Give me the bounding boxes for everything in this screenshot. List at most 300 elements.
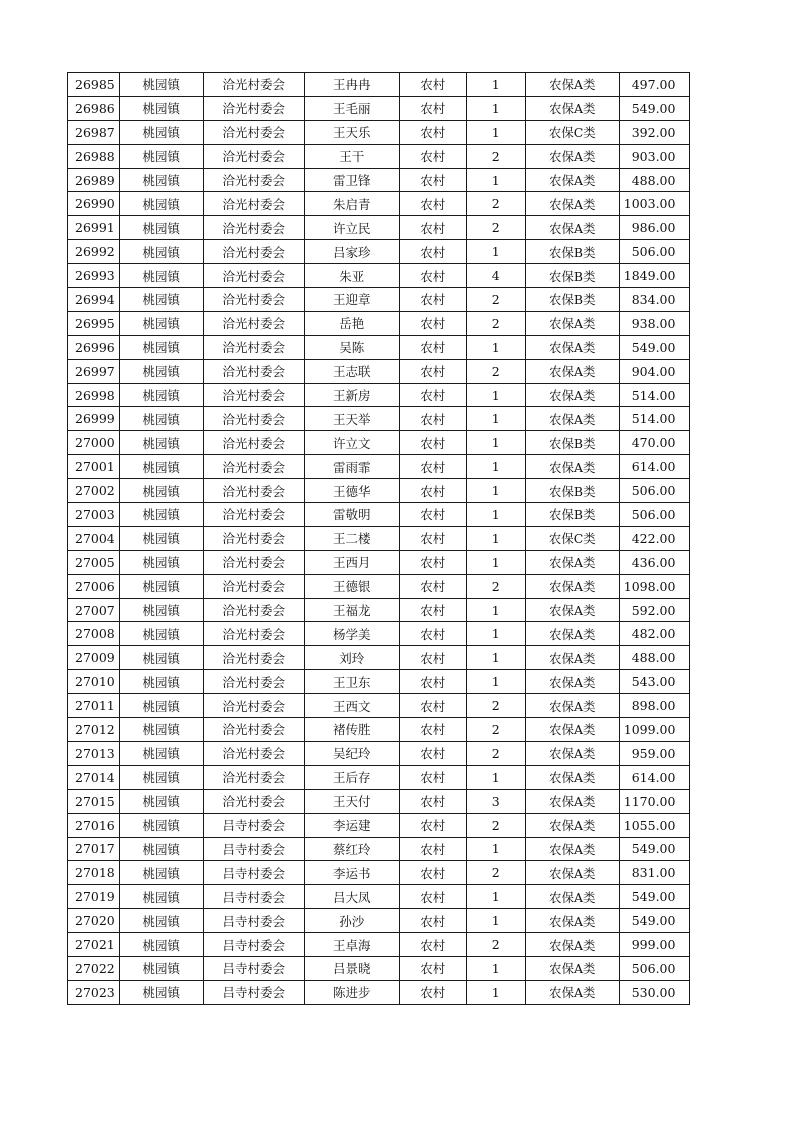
name-cell: 吕家珍 (304, 240, 399, 264)
amount-cell: 549.00 (619, 885, 690, 909)
member-count-cell: 2 (466, 359, 525, 383)
record-id-cell: 26996 (68, 335, 120, 359)
name-cell: 刘玲 (304, 646, 399, 670)
category-cell: 农保B类 (525, 479, 619, 503)
record-id-cell: 27014 (68, 765, 120, 789)
town-cell: 桃园镇 (119, 789, 203, 813)
table-row (68, 168, 690, 192)
member-count-cell: 2 (466, 311, 525, 335)
category-cell: 农保A类 (525, 622, 619, 646)
amount-cell: 898.00 (619, 694, 690, 718)
table-row (68, 383, 690, 407)
table-row (68, 574, 690, 598)
village-committee-cell: 洽光村委会 (203, 359, 304, 383)
table-row (68, 120, 690, 144)
town-cell: 桃园镇 (119, 980, 203, 1004)
amount-cell: 514.00 (619, 383, 690, 407)
amount-cell: 549.00 (619, 96, 690, 120)
table-row (68, 192, 690, 216)
name-cell: 王卫东 (304, 670, 399, 694)
household-type-cell: 农村 (399, 933, 466, 957)
name-cell: 吴陈 (304, 335, 399, 359)
town-cell: 桃园镇 (119, 956, 203, 980)
town-cell: 桃园镇 (119, 455, 203, 479)
table-row (68, 694, 690, 718)
category-cell: 农保A类 (525, 646, 619, 670)
name-cell: 褚传胜 (304, 718, 399, 742)
table-row (68, 813, 690, 837)
household-type-cell: 农村 (399, 598, 466, 622)
table-row (68, 718, 690, 742)
amount-cell: 1098.00 (619, 574, 690, 598)
name-cell: 王天付 (304, 789, 399, 813)
category-cell: 农保A类 (525, 837, 619, 861)
amount-cell: 506.00 (619, 240, 690, 264)
household-type-cell: 农村 (399, 789, 466, 813)
town-cell: 桃园镇 (119, 168, 203, 192)
town-cell: 桃园镇 (119, 861, 203, 885)
amount-cell: 938.00 (619, 311, 690, 335)
household-type-cell: 农村 (399, 574, 466, 598)
record-id-cell: 27003 (68, 503, 120, 527)
table-row (68, 216, 690, 240)
household-type-cell: 农村 (399, 240, 466, 264)
table-row (68, 980, 690, 1004)
record-id-cell: 26997 (68, 359, 120, 383)
household-type-cell: 农村 (399, 407, 466, 431)
name-cell: 许立文 (304, 431, 399, 455)
amount-cell: 959.00 (619, 741, 690, 765)
category-cell: 农保A类 (525, 741, 619, 765)
table-row (68, 837, 690, 861)
record-id-cell: 27022 (68, 956, 120, 980)
name-cell: 杨学美 (304, 622, 399, 646)
name-cell: 陈进步 (304, 980, 399, 1004)
table-row (68, 264, 690, 288)
table-row (68, 479, 690, 503)
member-count-cell: 2 (466, 144, 525, 168)
town-cell: 桃园镇 (119, 479, 203, 503)
member-count-cell: 1 (466, 646, 525, 670)
name-cell: 王毛丽 (304, 96, 399, 120)
member-count-cell: 1 (466, 909, 525, 933)
name-cell: 王后存 (304, 765, 399, 789)
household-type-cell: 农村 (399, 694, 466, 718)
village-committee-cell: 洽光村委会 (203, 96, 304, 120)
town-cell: 桃园镇 (119, 622, 203, 646)
amount-cell: 549.00 (619, 837, 690, 861)
town-cell: 桃园镇 (119, 431, 203, 455)
town-cell: 桃园镇 (119, 550, 203, 574)
record-id-cell: 27012 (68, 718, 120, 742)
member-count-cell: 1 (466, 765, 525, 789)
record-id-cell: 27006 (68, 574, 120, 598)
village-committee-cell: 洽光村委会 (203, 694, 304, 718)
category-cell: 农保A类 (525, 359, 619, 383)
village-committee-cell: 洽光村委会 (203, 598, 304, 622)
household-type-cell: 农村 (399, 431, 466, 455)
category-cell: 农保A类 (525, 216, 619, 240)
category-cell: 农保A类 (525, 789, 619, 813)
member-count-cell: 2 (466, 813, 525, 837)
table-row (68, 335, 690, 359)
name-cell: 王德华 (304, 479, 399, 503)
record-id-cell: 27017 (68, 837, 120, 861)
record-id-cell: 26995 (68, 311, 120, 335)
record-id-cell: 27016 (68, 813, 120, 837)
record-id-cell: 27013 (68, 741, 120, 765)
household-type-cell: 农村 (399, 479, 466, 503)
amount-cell: 482.00 (619, 622, 690, 646)
town-cell: 桃园镇 (119, 933, 203, 957)
household-type-cell: 农村 (399, 956, 466, 980)
village-committee-cell: 吕寺村委会 (203, 956, 304, 980)
household-type-cell: 农村 (399, 288, 466, 312)
town-cell: 桃园镇 (119, 383, 203, 407)
category-cell: 农保A类 (525, 407, 619, 431)
member-count-cell: 1 (466, 168, 525, 192)
village-committee-cell: 吕寺村委会 (203, 933, 304, 957)
table-row (68, 765, 690, 789)
record-id-cell: 26985 (68, 73, 120, 97)
town-cell: 桃园镇 (119, 885, 203, 909)
village-committee-cell: 洽光村委会 (203, 216, 304, 240)
amount-cell: 1003.00 (619, 192, 690, 216)
village-committee-cell: 吕寺村委会 (203, 980, 304, 1004)
household-type-cell: 农村 (399, 216, 466, 240)
town-cell: 桃园镇 (119, 240, 203, 264)
town-cell: 桃园镇 (119, 694, 203, 718)
household-type-cell: 农村 (399, 192, 466, 216)
amount-cell: 1055.00 (619, 813, 690, 837)
town-cell: 桃园镇 (119, 73, 203, 97)
name-cell: 孙沙 (304, 909, 399, 933)
member-count-cell: 1 (466, 980, 525, 1004)
member-count-cell: 1 (466, 120, 525, 144)
amount-cell: 1849.00 (619, 264, 690, 288)
household-type-cell: 农村 (399, 885, 466, 909)
amount-cell: 831.00 (619, 861, 690, 885)
household-type-cell: 农村 (399, 813, 466, 837)
household-type-cell: 农村 (399, 503, 466, 527)
category-cell: 农保A类 (525, 192, 619, 216)
table-row (68, 359, 690, 383)
household-type-cell: 农村 (399, 526, 466, 550)
record-id-cell: 26989 (68, 168, 120, 192)
town-cell: 桃园镇 (119, 765, 203, 789)
village-committee-cell: 洽光村委会 (203, 479, 304, 503)
amount-cell: 488.00 (619, 646, 690, 670)
table-row (68, 73, 690, 97)
village-committee-cell: 洽光村委会 (203, 431, 304, 455)
table-row (68, 741, 690, 765)
household-type-cell: 农村 (399, 718, 466, 742)
category-cell: 农保A类 (525, 455, 619, 479)
village-committee-cell: 洽光村委会 (203, 670, 304, 694)
table-row (68, 622, 690, 646)
record-id-cell: 26987 (68, 120, 120, 144)
category-cell: 农保A类 (525, 383, 619, 407)
record-id-cell: 27002 (68, 479, 120, 503)
category-cell: 农保A类 (525, 980, 619, 1004)
record-id-cell: 27007 (68, 598, 120, 622)
village-committee-cell: 洽光村委会 (203, 765, 304, 789)
record-id-cell: 27000 (68, 431, 120, 455)
town-cell: 桃园镇 (119, 813, 203, 837)
table-row (68, 646, 690, 670)
category-cell: 农保A类 (525, 861, 619, 885)
village-committee-cell: 洽光村委会 (203, 168, 304, 192)
table-row (68, 407, 690, 431)
town-cell: 桃园镇 (119, 909, 203, 933)
category-cell: 农保A类 (525, 765, 619, 789)
village-committee-cell: 吕寺村委会 (203, 837, 304, 861)
amount-cell: 488.00 (619, 168, 690, 192)
name-cell: 岳艳 (304, 311, 399, 335)
household-type-cell: 农村 (399, 168, 466, 192)
name-cell: 朱亚 (304, 264, 399, 288)
amount-cell: 1170.00 (619, 789, 690, 813)
table-body (68, 73, 690, 1005)
table-row (68, 503, 690, 527)
amount-cell: 614.00 (619, 455, 690, 479)
town-cell: 桃园镇 (119, 407, 203, 431)
member-count-cell: 1 (466, 455, 525, 479)
table-row (68, 311, 690, 335)
village-committee-cell: 洽光村委会 (203, 741, 304, 765)
name-cell: 李运书 (304, 861, 399, 885)
record-id-cell: 27001 (68, 455, 120, 479)
record-id-cell: 27023 (68, 980, 120, 1004)
table-row (68, 933, 690, 957)
name-cell: 朱启青 (304, 192, 399, 216)
member-count-cell: 2 (466, 216, 525, 240)
name-cell: 雷卫锋 (304, 168, 399, 192)
member-count-cell: 2 (466, 933, 525, 957)
record-id-cell: 27011 (68, 694, 120, 718)
household-type-cell: 农村 (399, 73, 466, 97)
village-committee-cell: 洽光村委会 (203, 455, 304, 479)
category-cell: 农保A类 (525, 885, 619, 909)
village-committee-cell: 洽光村委会 (203, 144, 304, 168)
village-committee-cell: 洽光村委会 (203, 646, 304, 670)
category-cell: 农保C类 (525, 120, 619, 144)
town-cell: 桃园镇 (119, 503, 203, 527)
town-cell: 桃园镇 (119, 670, 203, 694)
name-cell: 王西月 (304, 550, 399, 574)
category-cell: 农保A类 (525, 96, 619, 120)
household-type-cell: 农村 (399, 550, 466, 574)
member-count-cell: 1 (466, 622, 525, 646)
member-count-cell: 3 (466, 789, 525, 813)
category-cell: 农保A类 (525, 73, 619, 97)
name-cell: 雷雨霏 (304, 455, 399, 479)
town-cell: 桃园镇 (119, 288, 203, 312)
village-committee-cell: 吕寺村委会 (203, 813, 304, 837)
table-row (68, 550, 690, 574)
name-cell: 王冉冉 (304, 73, 399, 97)
household-type-cell: 农村 (399, 765, 466, 789)
town-cell: 桃园镇 (119, 718, 203, 742)
amount-cell: 903.00 (619, 144, 690, 168)
table-row (68, 526, 690, 550)
town-cell: 桃园镇 (119, 646, 203, 670)
member-count-cell: 2 (466, 741, 525, 765)
member-count-cell: 1 (466, 431, 525, 455)
village-committee-cell: 洽光村委会 (203, 335, 304, 359)
record-id-cell: 27020 (68, 909, 120, 933)
amount-cell: 549.00 (619, 909, 690, 933)
member-count-cell: 1 (466, 383, 525, 407)
table-row (68, 598, 690, 622)
record-id-cell: 27008 (68, 622, 120, 646)
household-type-cell: 农村 (399, 646, 466, 670)
amount-cell: 506.00 (619, 956, 690, 980)
village-committee-cell: 洽光村委会 (203, 550, 304, 574)
name-cell: 李运建 (304, 813, 399, 837)
town-cell: 桃园镇 (119, 741, 203, 765)
household-type-cell: 农村 (399, 335, 466, 359)
member-count-cell: 1 (466, 526, 525, 550)
household-type-cell: 农村 (399, 120, 466, 144)
amount-cell: 530.00 (619, 980, 690, 1004)
name-cell: 王新房 (304, 383, 399, 407)
table-row (68, 288, 690, 312)
amount-cell: 999.00 (619, 933, 690, 957)
town-cell: 桃园镇 (119, 359, 203, 383)
category-cell: 农保A类 (525, 909, 619, 933)
category-cell: 农保B类 (525, 264, 619, 288)
name-cell: 王天乐 (304, 120, 399, 144)
member-count-cell: 1 (466, 73, 525, 97)
category-cell: 农保B类 (525, 431, 619, 455)
member-count-cell: 1 (466, 503, 525, 527)
town-cell: 桃园镇 (119, 574, 203, 598)
category-cell: 农保A类 (525, 694, 619, 718)
village-committee-cell: 洽光村委会 (203, 622, 304, 646)
household-type-cell: 农村 (399, 455, 466, 479)
record-id-cell: 26999 (68, 407, 120, 431)
table-row (68, 956, 690, 980)
village-committee-cell: 吕寺村委会 (203, 861, 304, 885)
household-type-cell: 农村 (399, 622, 466, 646)
table-row (68, 885, 690, 909)
amount-cell: 986.00 (619, 216, 690, 240)
member-count-cell: 2 (466, 861, 525, 885)
village-committee-cell: 洽光村委会 (203, 73, 304, 97)
town-cell: 桃园镇 (119, 120, 203, 144)
amount-cell: 834.00 (619, 288, 690, 312)
table-row (68, 789, 690, 813)
member-count-cell: 1 (466, 479, 525, 503)
category-cell: 农保A类 (525, 956, 619, 980)
name-cell: 王志联 (304, 359, 399, 383)
member-count-cell: 4 (466, 264, 525, 288)
category-cell: 农保A类 (525, 670, 619, 694)
member-count-cell: 1 (466, 885, 525, 909)
category-cell: 农保A类 (525, 813, 619, 837)
category-cell: 农保B类 (525, 503, 619, 527)
category-cell: 农保A类 (525, 933, 619, 957)
village-committee-cell: 吕寺村委会 (203, 885, 304, 909)
record-id-cell: 27018 (68, 861, 120, 885)
town-cell: 桃园镇 (119, 96, 203, 120)
town-cell: 桃园镇 (119, 216, 203, 240)
household-type-cell: 农村 (399, 311, 466, 335)
member-count-cell: 1 (466, 550, 525, 574)
member-count-cell: 1 (466, 407, 525, 431)
category-cell: 农保A类 (525, 144, 619, 168)
record-id-cell: 27009 (68, 646, 120, 670)
member-count-cell: 2 (466, 192, 525, 216)
table-row (68, 670, 690, 694)
category-cell: 农保A类 (525, 168, 619, 192)
member-count-cell: 1 (466, 335, 525, 359)
category-cell: 农保A类 (525, 335, 619, 359)
record-id-cell: 27015 (68, 789, 120, 813)
category-cell: 农保A类 (525, 574, 619, 598)
table-row (68, 909, 690, 933)
record-id-cell: 26991 (68, 216, 120, 240)
name-cell: 王迎章 (304, 288, 399, 312)
amount-cell: 514.00 (619, 407, 690, 431)
member-count-cell: 1 (466, 96, 525, 120)
record-id-cell: 27010 (68, 670, 120, 694)
member-count-cell: 2 (466, 694, 525, 718)
amount-cell: 497.00 (619, 73, 690, 97)
town-cell: 桃园镇 (119, 192, 203, 216)
amount-cell: 1099.00 (619, 718, 690, 742)
amount-cell: 506.00 (619, 479, 690, 503)
village-committee-cell: 洽光村委会 (203, 240, 304, 264)
name-cell: 吕景晓 (304, 956, 399, 980)
record-id-cell: 27005 (68, 550, 120, 574)
town-cell: 桃园镇 (119, 144, 203, 168)
table-row (68, 455, 690, 479)
member-count-cell: 1 (466, 670, 525, 694)
household-type-cell: 农村 (399, 144, 466, 168)
member-count-cell: 2 (466, 288, 525, 312)
name-cell: 王卓海 (304, 933, 399, 957)
member-count-cell: 2 (466, 574, 525, 598)
village-committee-cell: 洽光村委会 (203, 311, 304, 335)
village-committee-cell: 洽光村委会 (203, 407, 304, 431)
member-count-cell: 1 (466, 956, 525, 980)
household-type-cell: 农村 (399, 670, 466, 694)
amount-cell: 470.00 (619, 431, 690, 455)
record-id-cell: 27021 (68, 933, 120, 957)
record-id-cell: 27004 (68, 526, 120, 550)
name-cell: 王干 (304, 144, 399, 168)
amount-cell: 506.00 (619, 503, 690, 527)
name-cell: 蔡红玲 (304, 837, 399, 861)
record-id-cell: 26990 (68, 192, 120, 216)
name-cell: 王福龙 (304, 598, 399, 622)
member-count-cell: 2 (466, 718, 525, 742)
household-type-cell: 农村 (399, 837, 466, 861)
record-id-cell: 27019 (68, 885, 120, 909)
name-cell: 王西文 (304, 694, 399, 718)
benefit-roster-table (67, 72, 690, 1005)
village-committee-cell: 洽光村委会 (203, 574, 304, 598)
name-cell: 吴纪玲 (304, 741, 399, 765)
household-type-cell: 农村 (399, 741, 466, 765)
record-id-cell: 26998 (68, 383, 120, 407)
village-committee-cell: 洽光村委会 (203, 192, 304, 216)
village-committee-cell: 洽光村委会 (203, 120, 304, 144)
town-cell: 桃园镇 (119, 526, 203, 550)
amount-cell: 614.00 (619, 765, 690, 789)
